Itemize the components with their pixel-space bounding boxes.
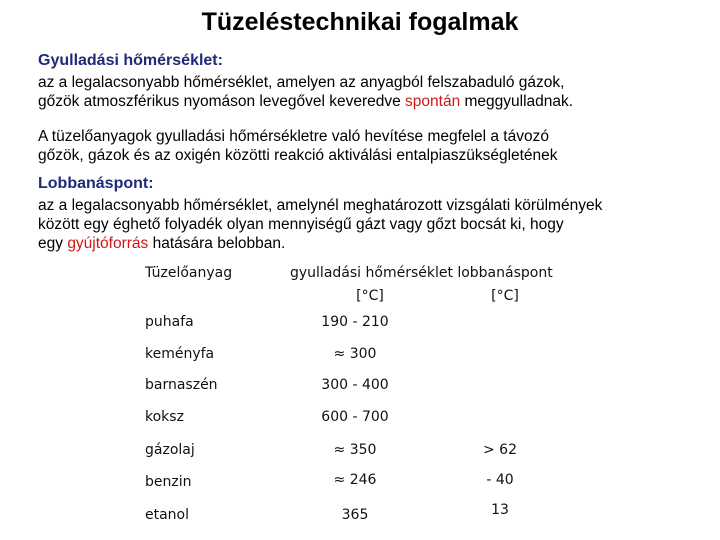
- header-flash: lobbanáspont: [457, 265, 553, 281]
- ignition-def-line-2: [38, 92, 708, 111]
- ignition-definition: [38, 73, 708, 111]
- heating-line-1: A tüzelőanyagok gyulladási hőmérsékletre való hevítése megfelel a távozó: [38, 128, 549, 145]
- row-fuel: benzin: [145, 474, 192, 490]
- row-ignition: ≈ 300: [333, 346, 377, 362]
- row-fuel: gázolaj: [145, 442, 195, 458]
- row-ignition: 365: [341, 507, 369, 523]
- ignition-def-line-2-post: meggyulladnak.: [460, 93, 574, 110]
- row-fuel: etanol: [145, 507, 190, 523]
- flash-def-line-3-post: hatására belobban.: [148, 235, 286, 252]
- row-fuel: keményfa: [145, 346, 215, 362]
- row-ignition: 300 - 400: [321, 377, 389, 393]
- row-fuel: koksz: [145, 409, 184, 425]
- row-flash: 13: [491, 502, 509, 518]
- spontan-highlight: spontán: [405, 93, 461, 110]
- ignition-def-line-1: az a legalacsonyabb hőmérséklet, amelyen az anyagból felszabaduló gázok,: [38, 74, 565, 91]
- ignition-def-line-2-pre: gőzök atmoszférikus nyomáson levegővel keveredve: [38, 93, 406, 110]
- ignition-source-highlight: gyújtóforrás: [67, 235, 149, 252]
- row-ignition: ≈ 350: [333, 442, 377, 458]
- page-title: Tüzeléstechnikai fogalmak: [201, 8, 519, 36]
- header-ignition: gyulladási hőmérséklet: [290, 265, 453, 281]
- flash-def-line-2: között egy éghető folyadék olyan mennyiségű gázt vagy gőzt bocsát ki, hogy: [38, 216, 564, 233]
- header-flash-unit: [°C]: [491, 288, 519, 304]
- flash-def-line-3: [38, 234, 708, 253]
- row-fuel: puhafa: [145, 314, 194, 330]
- row-flash: - 40: [486, 472, 514, 488]
- flash-point-heading: Lobbanáspont:: [38, 175, 154, 192]
- flash-point-definition: [38, 196, 708, 253]
- row-fuel: barnaszén: [145, 377, 218, 393]
- row-ignition: 190 - 210: [321, 314, 389, 330]
- flash-def-line-3-pre: egy: [38, 235, 68, 252]
- heating-line-2: gőzök, gázok és az oxigén közötti reakció aktiválási entalpiaszükségletének: [38, 147, 558, 164]
- row-flash: > 62: [483, 442, 517, 458]
- heating-paragraph: [38, 127, 708, 165]
- header-ignition-unit: [°C]: [356, 288, 384, 304]
- header-fuel: Tüzelőanyag: [145, 265, 233, 281]
- row-ignition: 600 - 700: [321, 409, 389, 425]
- ignition-heading: Gyulladási hőmérséklet:: [38, 52, 223, 69]
- flash-def-line-1: az a legalacsonyabb hőmérséklet, amelynél meghatározott vizsgálati körülmények: [38, 197, 603, 214]
- row-ignition: ≈ 246: [333, 472, 377, 488]
